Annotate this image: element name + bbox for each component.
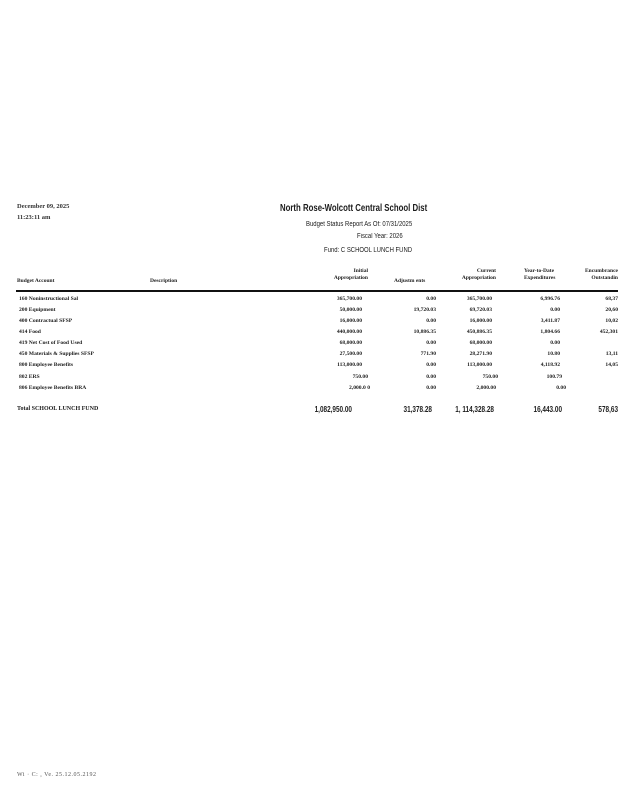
cell-current: 28,271.90 [469, 351, 492, 357]
table-row [0, 318, 618, 327]
cell-adjust: 19,720.03 [413, 307, 436, 313]
col-encumbrance: Encumbrance Outstandin [585, 268, 618, 281]
cell-initial: 68,000.00 [339, 340, 362, 346]
cell-account: 450 Materials & Supplies SFSP [19, 351, 94, 357]
col-current-appropriation: Current Appropriation [461, 268, 496, 281]
cell-current: 750.00 [482, 374, 498, 380]
cell-initial: 440,000.00 [336, 329, 362, 335]
report-date: December 09, 2025 [17, 203, 70, 210]
cell-ytd: 6,996.76 [540, 296, 560, 302]
cell-current: 450,886.35 [466, 329, 492, 335]
cell-enc: 14,05 [605, 362, 618, 368]
cell-account: 806 Employee Benefits BRA [19, 385, 87, 391]
cell-account: 802 ERS [19, 374, 40, 380]
cell-initial: 365,700.00 [336, 296, 362, 302]
district-title: North Rose-Wolcott Central School Dist [280, 203, 428, 214]
cell-current: 69,720.03 [469, 307, 492, 313]
col-adjustments: Adjustm ents [394, 278, 426, 284]
cell-account: 800 Employee Benefits [19, 362, 74, 368]
table-row [0, 362, 618, 371]
cell-ytd: 0.00 [550, 340, 560, 346]
report-subtitle: Budget Status Report As Of: 07/31/2025 [306, 221, 413, 228]
cell-ytd: 4,118.92 [540, 362, 560, 368]
fiscal-year: Fiscal Year: 2026 [357, 233, 403, 240]
cell-ytd: 10.80 [547, 351, 560, 357]
cell-initial: 2,000.0 0 [349, 385, 370, 391]
table-row [0, 385, 618, 394]
cell-adjust: 10,886.35 [413, 329, 436, 335]
cell-adjust: 0.00 [426, 385, 436, 391]
table-row [0, 351, 618, 360]
cell-current: 365,700.00 [466, 296, 492, 302]
cell-enc: 20,60 [605, 307, 618, 313]
total-row [0, 405, 618, 417]
col-budget-account: Budget Account [17, 278, 55, 284]
cell-ytd: 0.00 [550, 307, 560, 313]
cell-current: 68,000.00 [469, 340, 492, 346]
cell-adjust: 0.00 [426, 296, 436, 302]
cell-enc: 452,301 [599, 329, 618, 335]
cell-current: 2,000.00 [476, 385, 496, 391]
cell-ytd: 3,411.87 [540, 318, 560, 324]
cell-initial: 750.00 [352, 374, 368, 380]
total-enc: 578,63 [598, 405, 618, 414]
cell-initial: 16,000.00 [339, 318, 362, 324]
col-ytd-expenditures: Year-to-Date Expenditures [524, 268, 556, 281]
cell-adjust: 0.00 [426, 362, 436, 368]
table-row [0, 296, 618, 305]
cell-account: 200 Equipment [19, 307, 56, 313]
total-adjust: 31,378.28 [403, 405, 432, 414]
col-initial-appropriation: Initial Appropriation [333, 268, 368, 281]
cell-ytd: 1,804.66 [540, 329, 560, 335]
cell-adjust: 0.00 [426, 374, 436, 380]
cell-account: 400 Contractual SFSP [19, 318, 73, 324]
table-row [0, 307, 618, 316]
table-row [0, 329, 618, 338]
cell-adjust: 0.00 [426, 318, 436, 324]
col-description: Description [150, 278, 178, 284]
cell-account: 160 Noninstructional Sal [19, 296, 79, 302]
cell-enc: 10,02 [605, 318, 618, 324]
total-ytd: 16,443.00 [533, 405, 562, 414]
cell-account: 419 Net Cost of Food Used [19, 340, 83, 346]
cell-ytd: 0.00 [556, 385, 566, 391]
cell-initial: 50,000.00 [339, 307, 362, 313]
total-current: 1, 114,328.28 [455, 405, 494, 414]
cell-ytd: 100.79 [546, 374, 562, 380]
cell-initial: 27,500.00 [339, 351, 362, 357]
cell-account: 414 Food [19, 329, 41, 335]
cell-adjust: 771.90 [420, 351, 436, 357]
header-rule [16, 290, 618, 292]
total-label: Total SCHOOL LUNCH FUND [17, 406, 99, 412]
table-row [0, 340, 618, 349]
version-footer: Wi · C: , Ve. 25.12.05.2192 [17, 772, 97, 778]
table-row [0, 374, 618, 383]
cell-adjust: 0.00 [426, 340, 436, 346]
report-time: 11:23:11 am [17, 214, 51, 221]
cell-enc: 13,11 [605, 351, 618, 357]
total-initial: 1,082,950.00 [314, 405, 352, 414]
cell-enc: 68,37 [605, 296, 618, 302]
cell-current: 16,000.00 [469, 318, 492, 324]
fund-label: Fund: C SCHOOL LUNCH FUND [324, 247, 413, 254]
cell-current: 113,000.00 [467, 362, 492, 368]
cell-initial: 113,000.00 [337, 362, 362, 368]
